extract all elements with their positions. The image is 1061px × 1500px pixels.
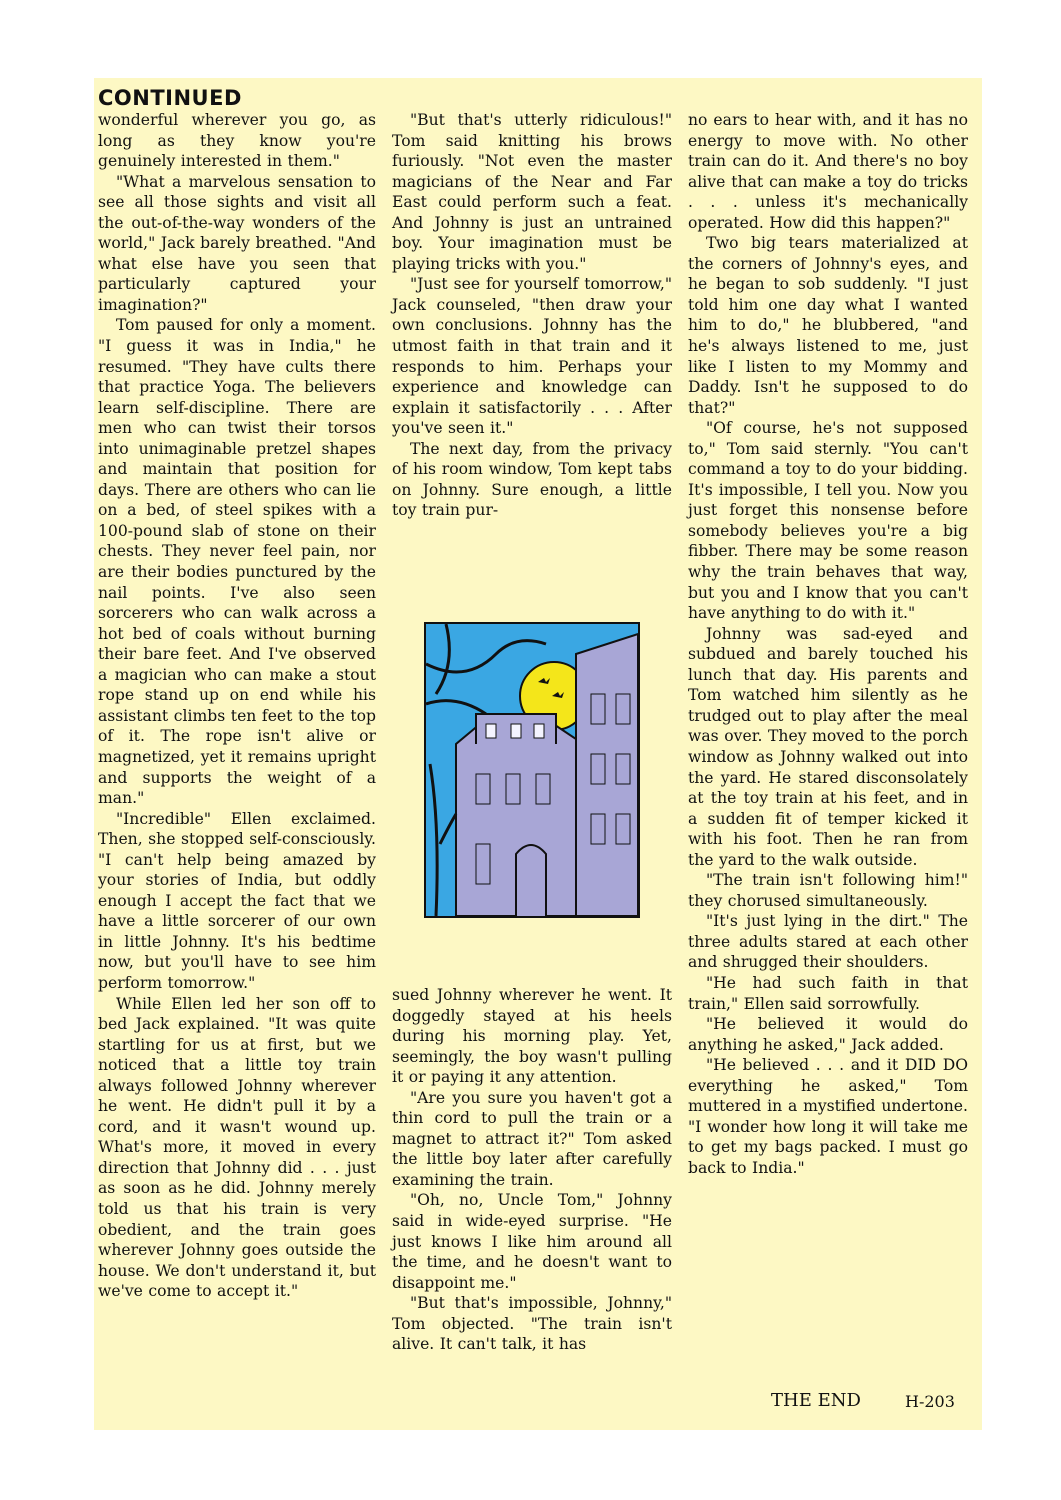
paragraph: Two big tears materialized at the corners of Johnny's eyes, and he began to sob suddenly. "I just told him one day what I wanted him to do," he blubbered, "and he's always listened to me, just like I listen to my Mommy and Daddy. Isn't he supposed to do that?" (688, 234, 968, 417)
paragraph: Tom paused for only a moment. "I guess it was in India," he resumed. "They have cults there that practice Yoga. The believers learn self-discipline. There are men who can twist their torsos into unimaginable pretzel shapes and maintain that position for days. There are others who can lie on a bed, of steel spikes with a 100-pound slab of stone on their chests. They never feel pain, nor are their bodies punctured by the nail points. I've also seen sorcerers who can walk across a hot bed of coals without burning their bare feet. And I've observed a magician who can make a stout rope stand up on end while his assistant climbs ten feet to the top of it. The rope isn't alive or magnetized, yet it remains upright and supports the weight of a man." (98, 316, 376, 808)
paragraph: "Incredible" Ellen exclaimed. Then, she stopped self-consciously. "I can't help being amazed by your stories of India, but oddly enough I accept the fact that we have a little sorcerer of our own in little Johnny. It's his bedtime now, but you'll have to see him perform tomorrow." (98, 809, 376, 992)
paragraph: "Oh, no, Uncle Tom," Johnny said in wide-eyed surprise. "He just knows I like him around all the time, and he doesn't want to disappoint me." (392, 1191, 672, 1292)
paragraph: Johnny was sad-eyed and subdued and barely touched his lunch that day. His parents and Tom watched him silently as he trudged out to play after the meal was over. They moved to the porch window as Johnny walked out into the yard. He stared disconsolately at the toy train at his feet, and in a sudden fit of temper kicked it with his foot. Then he ran from the yard to the walk outside. (688, 624, 968, 869)
paragraph: no ears to hear with, and it has no energy to move with. No other train can do it. And there's no boy alive that can make a toy do tricks . . . unless it's mechanically operated. How did this happen?" (688, 111, 968, 232)
paragraph: "Just see for yourself tomorrow," Jack counseled, "then draw your own conclusions. Johnny has the utmost faith in that train and it responds to him. Perhaps your experience and knowledge can explain it satisfactorily . . . After you've seen it." (392, 275, 672, 438)
paragraph: "But that's impossible, Johnny," Tom objected. "The train isn't alive. It can't talk, it has (392, 1294, 672, 1354)
continued-heading: CONTINUED (98, 86, 242, 110)
paragraph: The next day, from the privacy of his room window, Tom kept tabs on Johnny. Sure enough, a little toy train pur- (392, 439, 672, 520)
page-code: H-203 (905, 1392, 955, 1411)
paragraph: "It's just lying in the dirt." The three adults stared at each other and shrugged their shoulders. (688, 912, 968, 972)
paragraph: wonderful wherever you go, as long as they know you're genuinely interested in them." (98, 111, 376, 171)
paragraph: "What a marvelous sensation to see all those sights and visit all the out-of-the-way wonders of the world," Jack barely breathed. "And what else have you seen that particularly captured your imagination?" (98, 172, 376, 314)
paragraph: "The train isn't following him!" they chorused simultaneously. (688, 871, 968, 910)
house-drawing (426, 624, 638, 916)
text-column-3 (688, 110, 968, 1178)
text-column-2-top (392, 110, 672, 521)
paragraph: "He had such faith in that train," Ellen said sorrowfully. (688, 973, 968, 1013)
paragraph: "Of course, he's not supposed to," Tom said sternly. "You can't command a toy to do your bidding. It's impossible, I tell you. Now you just forget this nonsense before somebody believes you're a big fibber. There may be some reason why the train behaves that way, but you and I know that you can't have anything to do with it." (688, 419, 968, 623)
paragraph: While Ellen led her son off to bed Jack explained. "It was quite startling for us at first, but we noticed that a little toy train always followed Johnny wherever he went. He didn't pull it by a cord, and it wasn't wound up. What's more, it moved in every direction that Johnny did . . . just as soon as he did. Johnny merely told us that his train is very obedient, and the train goes wherever Johnny goes outside the house. We don't understand it, but we've come to accept it." (98, 994, 376, 1301)
text-column-1 (98, 110, 376, 1302)
paragraph: "Are you sure you haven't got a thin cord to pull the train or a magnet to attract it?" Tom asked the little boy later after carefully examining the train. (392, 1088, 672, 1189)
paragraph: "But that's utterly ridiculous!" Tom said knitting his brows furiously. "Not even the master magicians of the Near and Far East could perform such a feat. And Johnny is just an untrained boy. Your imagination must be playing tricks with you." (392, 111, 672, 273)
paragraph: "He believed . . . and it DID DO everything he asked," Tom muttered in a mystified undertone. "I wonder how long it will take me to get my bags packed. I must go back to India." (688, 1056, 968, 1177)
paragraph: sued Johnny wherever he went. It doggedly stayed at his heels during his morning play. Yet, seemingly, the boy wasn't pulling it or paying it any attention. (392, 986, 672, 1087)
text-column-2-bottom (392, 985, 672, 1355)
the-end-label: THE END (771, 1390, 861, 1411)
haunted-house-illustration (424, 622, 640, 918)
paragraph: "He believed it would do anything he asked," Jack added. (688, 1015, 968, 1054)
